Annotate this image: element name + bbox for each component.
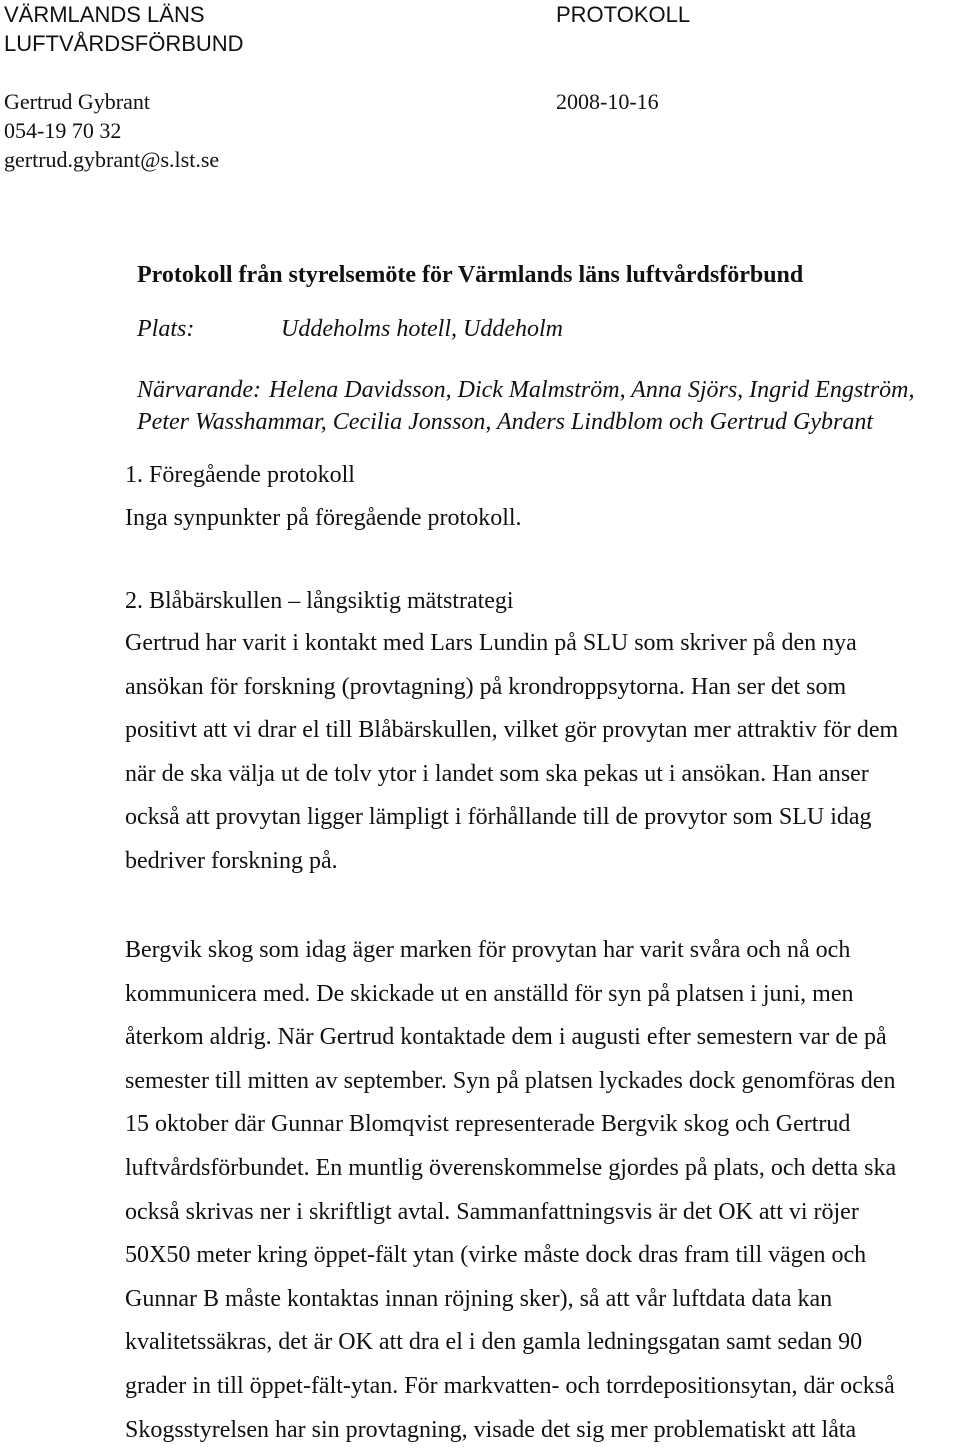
section-2-paragraph-1	[125, 622, 955, 884]
paragraph-line: luftvårdsförbundet. En muntlig överenskommelse gjordes på plats, och detta ska	[125, 1154, 897, 1181]
section-2-heading: 2. Blåbärskullen – långsiktig mätstrategi	[125, 588, 514, 614]
organization-name-line1: VÄRMLANDS LÄNS	[4, 2, 205, 27]
paragraph-line: Bergvik skog som idag äger marken för provytan har varit svåra och nå och	[125, 937, 851, 963]
contact-name: Gertrud Gybrant	[4, 89, 151, 114]
section-1-text: Inga synpunkter på föregående protokoll.	[125, 505, 522, 531]
paragraph-line: Skogsstyrelsen har sin provtagning, visade det sig mer problematiskt att låta	[125, 1416, 857, 1443]
attendees-names-2: Peter Wasshammar, Cecilia Jonsson, Anders Lindblom och Gertrud Gybrant	[137, 409, 873, 435]
paragraph-line: 50X50 meter kring öppet-fält ytan (virke måste dock dras fram till vägen och	[125, 1242, 867, 1269]
contact-email: gertrud.gybrant@s.lst.se	[4, 147, 220, 172]
attendees-label: Närvarande:	[137, 377, 261, 403]
contact-block	[4, 87, 219, 174]
paragraph-line: Gunnar B måste kontaktas innan röjning sker), så att vår luftdata data kan	[125, 1285, 833, 1312]
paragraph-line: ansökan för forskning (provtagning) på krondroppsytorna. Han ser det som	[125, 673, 847, 700]
paragraph-line: positivt att vi drar el till Blåbärskullen, vilket gör provytan mer attraktiv för dem	[125, 717, 899, 744]
paragraph-line: 15 oktober där Gunnar Blomqvist representerade Bergvik skog och Gertrud	[125, 1111, 851, 1138]
paragraph-line: grader in till öppet-fält-ytan. För markvatten- och torrdepositionsytan, där också	[125, 1372, 895, 1399]
place-label: Plats:	[137, 316, 195, 342]
document-type: PROTOKOLL	[556, 2, 691, 27]
attendees	[137, 374, 957, 438]
paragraph-line: kvalitetssäkras, det är OK att dra el i den gamla ledningsgatan samt sedan 90	[125, 1329, 863, 1356]
attendees-line1	[137, 374, 957, 406]
paragraph-line: återkom aldrig. När Gertrud kontaktade dem i augusti efter semestern var de på	[125, 1024, 887, 1051]
section-1-heading: 1. Föregående protokoll	[125, 462, 355, 488]
page-title: Protokoll från styrelsemöte för Värmlands läns luftvårdsförbund	[137, 262, 804, 288]
place-value: Uddeholms hotell, Uddeholm	[281, 316, 563, 342]
paragraph-line: Gertrud har varit i kontakt med Lars Lundin på SLU som skriver på den nya	[125, 630, 857, 656]
paragraph-line: också att provytan ligger lämpligt i förhållande till de provytor som SLU idag	[125, 804, 872, 831]
paragraph-line: bedriver forskning på.	[125, 847, 338, 874]
organization-name	[4, 0, 244, 58]
paragraph-line: kommunicera med. De skickade ut en anställd för syn på platsen i juni, men	[125, 980, 854, 1007]
document-date: 2008-10-16	[556, 89, 659, 114]
contact-phone: 054-19 70 32	[4, 118, 122, 143]
attendees-names-1: Helena Davidsson, Dick Malmström, Anna Sjörs, Ingrid Engström,	[268, 377, 915, 403]
organization-name-line2: LUFTVÅRDSFÖRBUND	[4, 31, 244, 56]
paragraph-line: när de ska välja ut de tolv ytor i landet som ska pekas ut i ansökan. Han anser	[125, 760, 869, 787]
section-2-paragraph-2	[125, 929, 955, 1452]
paragraph-line: semester till mitten av september. Syn på platsen lyckades dock genomföras den	[125, 1067, 896, 1094]
paragraph-line: också skrivas ner i skriftligt avtal. Sammanfattningsvis är det OK att vi röjer	[125, 1198, 859, 1225]
